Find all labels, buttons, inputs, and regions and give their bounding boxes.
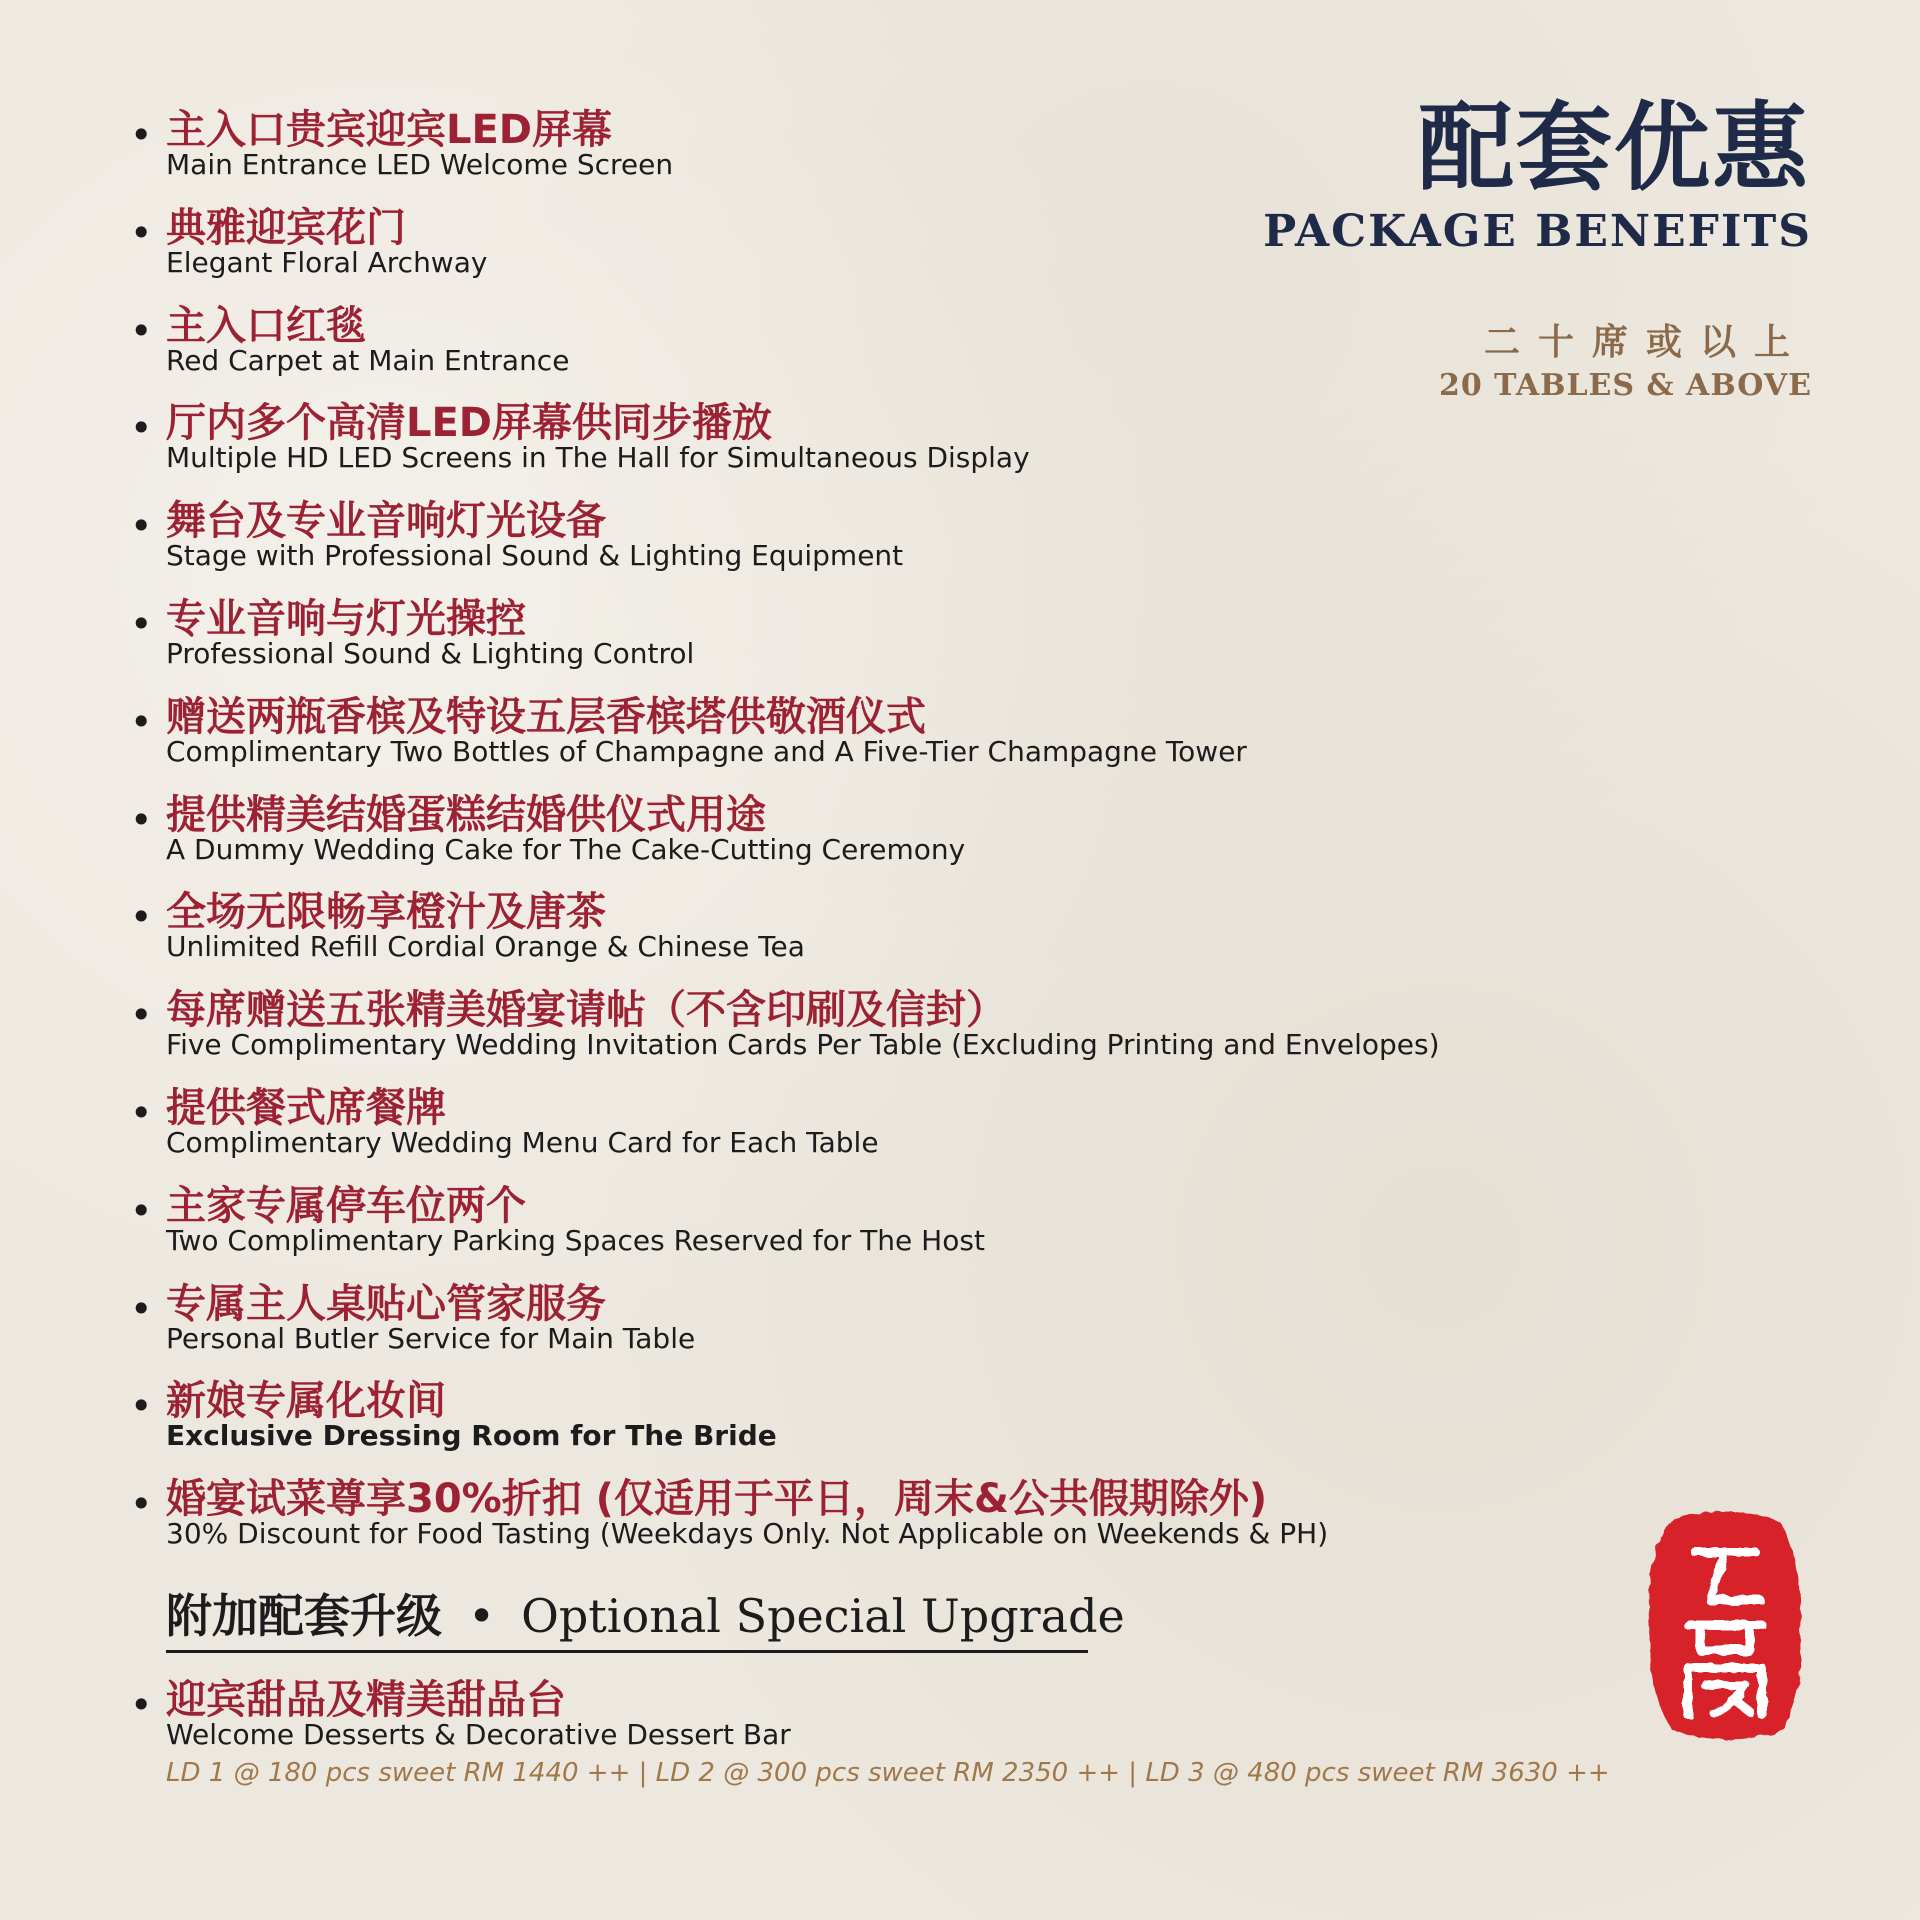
benefit-en: Stage with Professional Sound & Lighting Equipment [166, 539, 904, 573]
benefit-cn: 主家专属停车位两个 [166, 1182, 526, 1229]
benefit-cn: 提供精美结婚蛋糕结婚供仪式用途 [166, 791, 766, 838]
benefit-cn: 专属主人桌贴心管家服务 [166, 1280, 606, 1327]
benefit-item [130, 1184, 1630, 1282]
benefit-en: Complimentary Two Bottles of Champagne and A Five-Tier Champagne Tower [166, 734, 1247, 768]
benefit-en: 30% Discount for Food Tasting (Weekdays Only. Not Applicable on Weekends & PH) [166, 1517, 1329, 1551]
benefit-en: Red Carpet at Main Entrance [166, 343, 570, 377]
benefit-item [130, 890, 1630, 988]
benefit-item [130, 1282, 1630, 1380]
bullet-icon: • [130, 1683, 153, 1727]
bullet-icon: • [130, 1384, 153, 1429]
title-cn: 配套优惠 [1418, 91, 1810, 204]
bullet-icon: • [130, 993, 153, 1038]
benefit-item [130, 108, 1630, 206]
benefit-en: Unlimited Refill Cordial Orange & Chinese Tea [166, 930, 805, 964]
bullet-icon: • [130, 308, 153, 353]
subtitle-cn: 二十席或以上 [1483, 321, 1808, 363]
separator-dot: • [468, 1589, 496, 1643]
benefit-cn: 婚宴试菜尊享30%折扣 (仅适用于平日，周末&公共假期除外) [166, 1476, 1268, 1523]
bullet-icon: • [130, 1090, 153, 1135]
benefit-item [130, 597, 1630, 695]
benefits-list [130, 108, 1630, 1575]
title-en: PACKAGE BENEFITS [1263, 206, 1812, 257]
benefit-cn: 典雅迎宾花门 [166, 204, 406, 251]
benefit-cn: 主入口贵宾迎宾LED屏幕 [166, 107, 613, 153]
upgrade-item-cn: 迎宾甜品及精美甜品台 [166, 1677, 566, 1723]
bullet-icon: • [130, 210, 153, 255]
benefit-cn: 舞台及专业音响灯光设备 [166, 498, 606, 545]
upgrade-prices: LD 1 @ 180 pcs sweet RM 1440 ++ | LD 2 @ 300 pcs sweet RM 2350 ++ | LD 3 @ 480 pcs sweet RM 3630 ++ [166, 1758, 1610, 1788]
benefit-en: A Dummy Wedding Cake for The Cake-Cutting Ceremony [166, 832, 966, 866]
bullet-icon: • [130, 1286, 153, 1331]
benefit-en: Exclusive Dressing Room for The Bride [166, 1419, 777, 1453]
heading-underline [166, 1650, 1088, 1653]
benefit-item [130, 401, 1630, 499]
benefit-item [130, 1086, 1630, 1184]
benefit-item [130, 304, 1630, 402]
subtitle-en: 20 TABLES & ABOVE [1438, 368, 1812, 403]
benefit-item [130, 793, 1630, 891]
upgrade-item-en: Welcome Desserts & Decorative Dessert Bar [166, 1718, 791, 1751]
bullet-icon: • [130, 895, 153, 940]
seal-logo-icon [1640, 1500, 1810, 1750]
benefit-item [130, 499, 1630, 597]
benefit-en: Main Entrance LED Welcome Screen [166, 148, 674, 181]
benefit-cn: 新娘专属化妆间 [166, 1378, 446, 1425]
bullet-icon: • [130, 699, 153, 744]
upgrade-heading-en: Optional Special Upgrade [521, 1589, 1125, 1643]
bullet-icon: • [130, 406, 153, 451]
bullet-icon: • [130, 601, 153, 646]
benefit-cn: 提供餐式席餐牌 [166, 1084, 446, 1131]
bullet-icon: • [130, 1482, 153, 1527]
upgrade-heading [166, 1580, 1125, 1646]
benefit-en: Two Complimentary Parking Spaces Reserved for The Host [166, 1223, 985, 1257]
bullet-icon: • [130, 504, 153, 549]
benefit-en: Five Complimentary Wedding Invitation Cards Per Table (Excluding Printing and Envelopes) [166, 1028, 1440, 1062]
benefit-cn: 赠送两瓶香槟及特设五层香槟塔供敬酒仪式 [166, 693, 926, 740]
bullet-icon: • [130, 1188, 153, 1233]
upgrade-heading-cn: 附加配套升级 [166, 1589, 442, 1643]
benefit-cn: 专业音响与灯光操控 [166, 595, 526, 642]
benefit-cn: 主入口红毯 [166, 302, 366, 349]
benefit-cn: 全场无限畅享橙汁及唐茶 [166, 889, 606, 936]
benefit-item [130, 988, 1630, 1086]
benefit-en: Professional Sound & Lighting Control [166, 636, 695, 670]
benefit-en: Complimentary Wedding Menu Card for Each Table [166, 1125, 879, 1159]
benefit-item [130, 695, 1630, 793]
benefit-en: Personal Butler Service for Main Table [166, 1321, 696, 1355]
benefit-cn: 厅内多个高清LED屏幕供同步播放 [166, 400, 773, 447]
benefit-en: Multiple HD LED Screens in The Hall for Simultaneous Display [166, 441, 1030, 475]
bullet-icon: • [130, 113, 153, 157]
benefit-cn: 每席赠送五张精美婚宴请帖（不含印刷及信封） [166, 987, 1006, 1034]
benefit-item [130, 1379, 1630, 1477]
bullet-icon: • [130, 797, 153, 842]
benefit-en: Elegant Floral Archway [166, 245, 488, 279]
benefit-item [130, 1477, 1630, 1575]
